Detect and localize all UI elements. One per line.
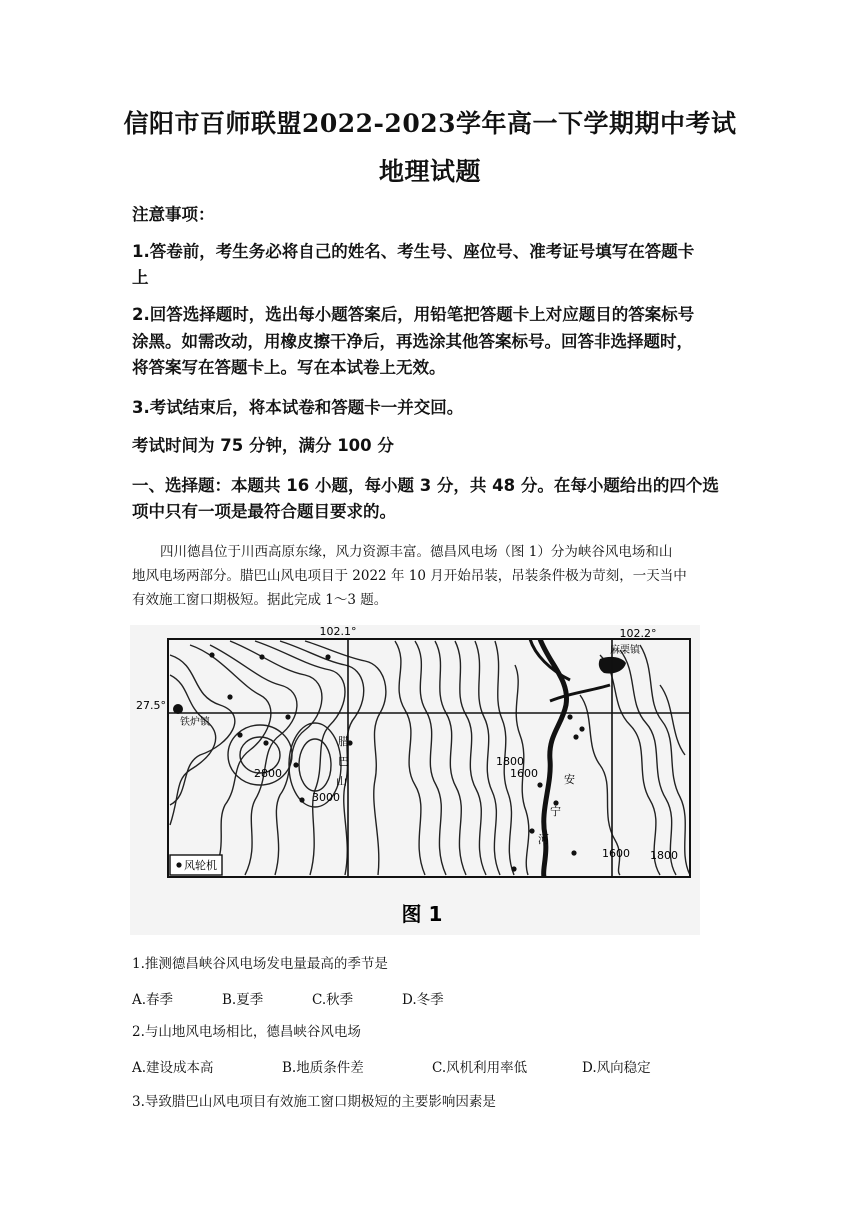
question-2-option-c[interactable]: C.风机利用率低 bbox=[432, 1060, 528, 1076]
town-label-tiehu: 铁炉镇 bbox=[180, 717, 210, 728]
notice-heading: 注意事项： bbox=[132, 205, 215, 224]
notice-item-1-line-2: 上 bbox=[132, 268, 149, 287]
question-1-option-a[interactable]: A.春季 bbox=[132, 992, 174, 1008]
longitude-label-102-1: 102.1° bbox=[319, 625, 357, 638]
question-1-option-c[interactable]: C.秋季 bbox=[312, 992, 354, 1008]
contour-label-1600-right: 1600 bbox=[602, 847, 630, 860]
notice-item-2-line-2: 涂黑。如需改动，用橡皮擦干净后，再选涂其他答案标号。回答非选择题时， bbox=[132, 332, 693, 351]
question-2-option-a[interactable]: A.建设成本高 bbox=[132, 1060, 214, 1076]
passage-line-1: 四川德昌位于川西高原东缘，风力资源丰富。德昌风电场（图 1）分为峡谷风电场和山 bbox=[160, 544, 673, 560]
passage-line-3: 有效施工窗口期极短。据此完成 1～3 题。 bbox=[132, 592, 388, 608]
longitude-label-102-2: 102.2° bbox=[619, 627, 657, 640]
figure-1-map bbox=[130, 625, 700, 935]
mountain-label-char-3: 山 bbox=[336, 775, 347, 788]
question-2-option-b[interactable]: B.地质条件差 bbox=[282, 1060, 364, 1076]
question-3-stem: 3.导致腊巴山风电项目有效施工窗口期极短的主要影响因素是 bbox=[132, 1094, 496, 1110]
contour-label-1800-left: 1800 bbox=[496, 755, 524, 768]
exam-title: 信阳市百师联盟2022-2023学年高一下学期期中考试 bbox=[123, 109, 737, 138]
question-1-stem: 1.推测德昌峡谷风电场发电量最高的季节是 bbox=[132, 956, 388, 972]
contour-label-3000: 3000 bbox=[312, 791, 340, 804]
question-2-stem: 2.与山地风电场相比，德昌峡谷风电场 bbox=[132, 1024, 361, 1040]
section-1-line-1: 一、选择题：本题共 16 小题，每小题 3 分，共 48 分。在每小题给出的四个选 bbox=[132, 476, 719, 495]
river-label-char-3: 河 bbox=[538, 833, 549, 846]
notice-item-2-line-1: 2.回答选择题时，选出每小题答案后，用铅笔把答题卡上对应题目的答案标号 bbox=[132, 305, 695, 324]
notice-item-1-line-1: 1.答卷前，考生务必将自己的姓名、考生号、座位号、准考证号填写在答题卡 bbox=[132, 242, 695, 261]
turbine-legend-icon bbox=[176, 862, 181, 867]
question-2-option-d[interactable]: D.风向稳定 bbox=[582, 1060, 651, 1076]
question-1-option-b[interactable]: B.夏季 bbox=[222, 992, 264, 1008]
passage-line-2: 地风电场两部分。腊巴山风电项目于 2022 年 10 月开始吊装，吊装条件极为苛刻，一天当中 bbox=[132, 568, 687, 584]
notice-item-3: 3.考试结束后，将本试卷和答题卡一并交回。 bbox=[132, 398, 464, 417]
mountain-label-char-2: 巴 bbox=[338, 755, 349, 768]
figure-caption: 图 1 bbox=[401, 902, 443, 926]
latitude-label-27-5: 27.5° bbox=[136, 699, 166, 712]
river-label-char-2: 宁 bbox=[550, 805, 561, 818]
section-1-line-2: 项中只有一项是最符合题目要求的。 bbox=[132, 502, 396, 521]
question-1-option-d[interactable]: D.冬季 bbox=[402, 992, 444, 1008]
contour-label-2800: 2800 bbox=[254, 767, 282, 780]
town-label-malu: 麻栗镇 bbox=[610, 645, 640, 656]
river-label-char-1: 安 bbox=[564, 773, 575, 786]
exam-time: 考试时间为 75 分钟，满分 100 分 bbox=[132, 436, 394, 455]
notice-item-2-line-3: 将答案写在答题卡上。写在本试卷上无效。 bbox=[132, 358, 446, 377]
map-legend-label: 风轮机 bbox=[184, 859, 217, 872]
contour-label-1600-left: 1600 bbox=[510, 767, 538, 780]
exam-subtitle: 地理试题 bbox=[378, 157, 481, 186]
mountain-label-char-1: 腊 bbox=[338, 735, 349, 748]
contour-label-1800-right: 1800 bbox=[650, 849, 678, 862]
